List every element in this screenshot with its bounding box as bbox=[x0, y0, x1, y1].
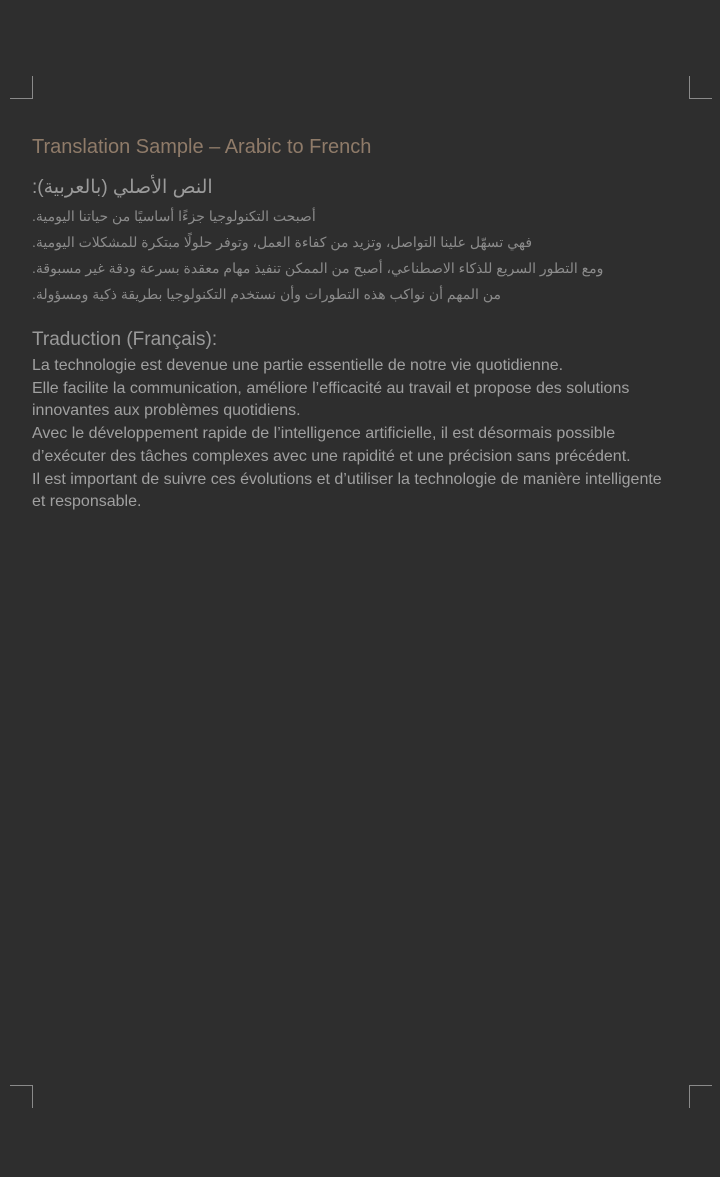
page-corner-bottom-left bbox=[10, 1085, 33, 1108]
french-paragraph-line: Il est important de suivre ces évolutions et d’utiliser la technologie de manière intelligente et responsable. bbox=[32, 470, 662, 511]
french-paragraph-line: Avec le développement rapide de l’intelligence artificielle, il est désormais possible d’exécuter des tâches complexes avec une rapidité et une précision sans précédent. bbox=[32, 425, 631, 465]
page-corner-top-left bbox=[10, 76, 33, 99]
french-heading: Traduction (Français): bbox=[32, 329, 218, 350]
french-section bbox=[32, 325, 672, 514]
arabic-paragraph-line: أصبحت التكنولوجيا جزءًا أساسيًا من حياتنا اليومية. bbox=[32, 208, 316, 224]
french-paragraph-line: La technologie est devenue une partie essentielle de notre vie quotidienne. bbox=[32, 357, 564, 374]
document-body[interactable] bbox=[32, 131, 672, 514]
french-paragraph-line: Elle facilite la communication, améliore l’efficacité au travail et propose des solutions innovantes aux problèmes quotidiens. bbox=[32, 379, 630, 420]
arabic-section bbox=[32, 173, 672, 307]
arabic-paragraph-line: فهي تسهّل علينا التواصل، وتزيد من كفاءة العمل، وتوفر حلولًا مبتكرة للمشكلات اليومية. bbox=[32, 234, 533, 250]
document-title: Translation Sample – Arabic to French bbox=[32, 136, 372, 158]
page-corner-top-right bbox=[689, 76, 712, 99]
arabic-paragraph-line: من المهم أن نواكب هذه التطورات وأن نستخدم التكنولوجيا بطريقة ذكية ومسؤولة. bbox=[32, 286, 501, 302]
page-corner-bottom-right bbox=[689, 1085, 712, 1108]
arabic-heading: النص الأصلي (بالعربية): bbox=[32, 177, 213, 198]
arabic-paragraph-line: ومع التطور السريع للذكاء الاصطناعي، أصبح من الممكن تنفيذ مهام معقدة بسرعة ودقة غير مسبوقة. bbox=[32, 260, 604, 276]
